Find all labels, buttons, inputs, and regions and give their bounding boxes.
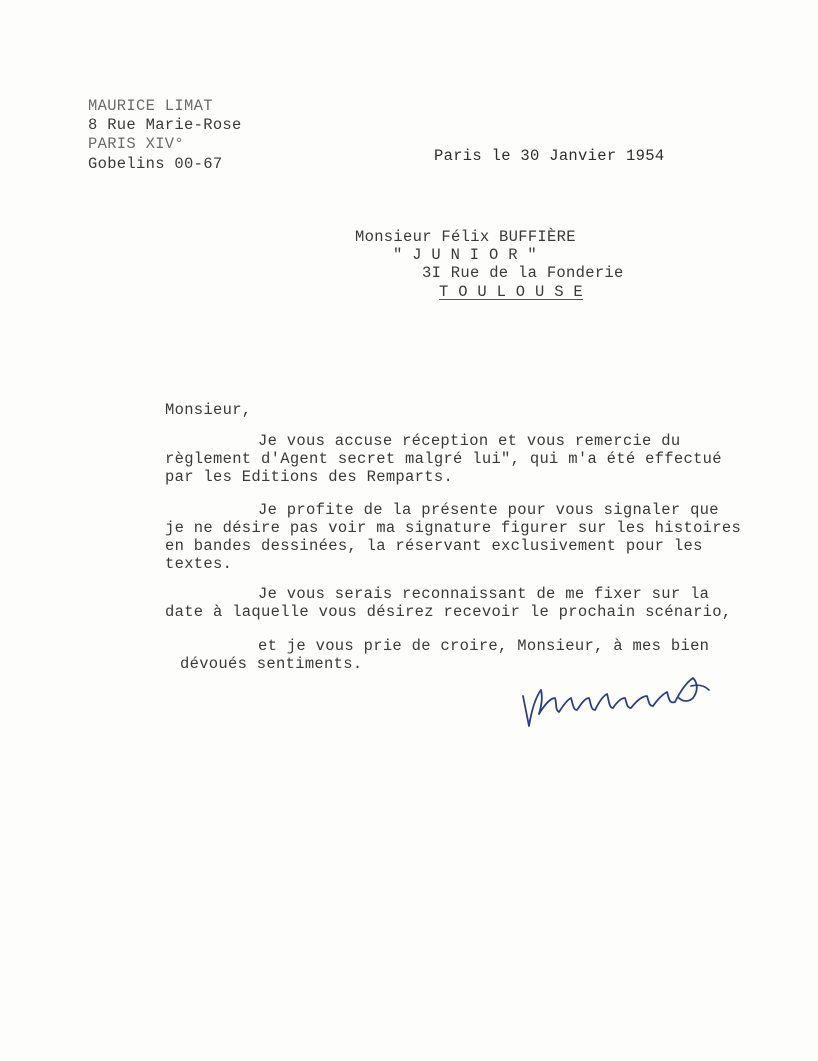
recipient-publication: " J U N I O R ": [393, 246, 538, 264]
closing-line-2: dévoués sentiments.: [180, 655, 363, 673]
closing-line-1: et je vous prie de croire, Monsieur, à mes bien: [258, 637, 710, 655]
p2-line-1: Je profite de la présente pour vous signaler que: [258, 501, 719, 519]
sender-street: 8 Rue Marie-Rose: [88, 116, 242, 134]
recipient-street: 3I Rue de la Fonderie: [422, 264, 624, 282]
handwritten-signature: [515, 668, 715, 738]
p1-line-1: Je vous accuse réception et vous remercie du: [258, 432, 681, 450]
p2-line-3: en bandes dessinées, la réservant exclusivement pour les: [165, 537, 703, 555]
p2-line-4: textes.: [165, 555, 233, 573]
recipient-city: T O U L O U S E: [439, 283, 584, 301]
sender-name: MAURICE LIMAT: [88, 97, 213, 115]
p3-line-1: Je vous serais reconnaissant de me fixer sur la: [258, 585, 710, 603]
sender-city: PARIS XIV°: [88, 135, 185, 153]
p2-line-2: je ne désire pas voir ma signature figurer sur les histoires: [165, 519, 742, 537]
p1-line-2: règlement d'Agent secret malgré lui", qui m'a été effectué: [165, 450, 722, 468]
sender-phone: Gobelins 00-67: [88, 155, 223, 173]
p3-line-2: date à laquelle vous désirez recevoir le prochain scénario,: [165, 603, 732, 621]
date-line: Paris le 30 Janvier 1954: [434, 147, 665, 165]
p1-line-3: par les Editions des Remparts.: [165, 468, 454, 486]
recipient-name: Monsieur Félix BUFFIÈRE: [355, 228, 576, 246]
salutation: Monsieur,: [165, 401, 252, 419]
